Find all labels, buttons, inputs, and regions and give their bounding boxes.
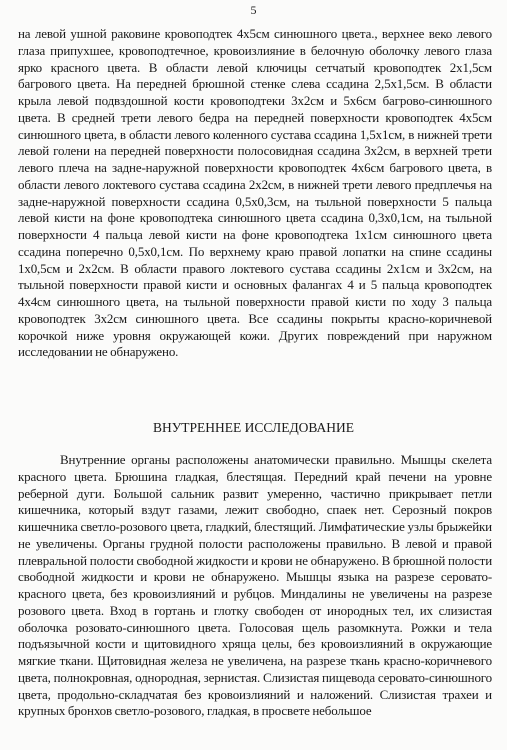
- internal-examination-paragraph: Внутренние органы расположены анатомически правильно. Мышцы скелета красного цвета. Брюшина гладкая, блестящая. Передний край печени на уровне реберной дуги. Большой сальник развит умеренно, частично прикрывает петли кишечника, который вздут газами, лежит свободно, спаек нет. Серозный покров кишечника светло-розового цвета, гладкий, блестящий. Лимфатические узлы брыжейки не увеличены. Органы грудной полости расположены правильно. В левой и правой плевральной полости свободной жидкости и крови не обнаружено. В брюшной полости свободной жидкости и крови не обнаружено. Мышцы языка на разрезе серовато-красного цвета, без кровоизлияний и рубцов. Миндалины не увеличены на разрезе розового цвета. Вход в гортань и глотку свободен от инородных тел, их слизистая оболочка розовато-синюшного цвета. Голосовая щель разомкнута. Рожки и тела подъязычной кости и щитовидного хряща целы, без кровоизлияний в окружающие мягкие ткани. Щитовидная железа не увеличена, на разрезе ткань красно-коричневого цвета, полнокровная, однородная, зернистая. Слизистая пищевода серовато-синюшного цвета, продольно-складчатая без кровоизлияний и наложений. Слизистая трахеи и крупных бронхов светло-розового, гладкая, в просвете небольшое: [18, 452, 492, 719]
- page-number: 5: [250, 3, 257, 17]
- section-heading: ВНУТРЕННЕЕ ИССЛЕДОВАНИЕ: [152, 420, 355, 435]
- external-examination-paragraph: на левой ушной раковине кровоподтек 4х5см синюшного цвета., верхнее веко левого глаза припухшее, кровоподтечное, кровоизлияние в белочную оболочку левого глаза ярко красного цвета. В области левой ключицы сетчатый кровоподтек 2х1,5см багрового цвета. На передней брюшной стенке слева ссадина 2,5х1,5см. В области крыла левой подвздошной кости кровоподтеки 3х2см и 5х6см багрово-синюшного цвета. В средней трети левого бедра на передней поверхности кровоподтек 4х5см синюшного цвета, в области левого коленного сустава ссадина 1,5х1см, в нижней трети левой голени на передней поверхности полосовидная ссадина 3х2см, в верхней трети левого плеча на задне-наружной поверхности кровоподтек 4х6см багрового цвета, в области левого локтевого сустава ссадина 2х2см, в нижней трети левого предплечья на задне-наружной поверхности ссадина 0,5х0,3см, на тыльной поверхности 5 пальца левой кисти на фоне кровоподтека синюшного цвета ссадина 0,3х0,1см, на тыльной поверхности 4 пальца левой кисти на фоне кровоподтека 1х1см синюшного цвета ссадина поперечно 0,5х0,1см. По верхнему краю правой лопатки на спине ссадины 1х0,5см и 2х2см. В области правого локтевого сустава ссадины 2х1см и 3х2см, на тыльной поверхности правой кисти и основных фалангах 4 и 5 пальца кровоподтек 4х4см синюшного цвета, на тыльной поверхности правой кисти по ходу 3 пальца кровоподтек 3х2см синюшного цвета. Все ссадины покрыты красно-коричневой корочкой ниже уровня окружающей кожи. Других повреждений при наружном исследовании не обнаружено.: [18, 26, 492, 360]
